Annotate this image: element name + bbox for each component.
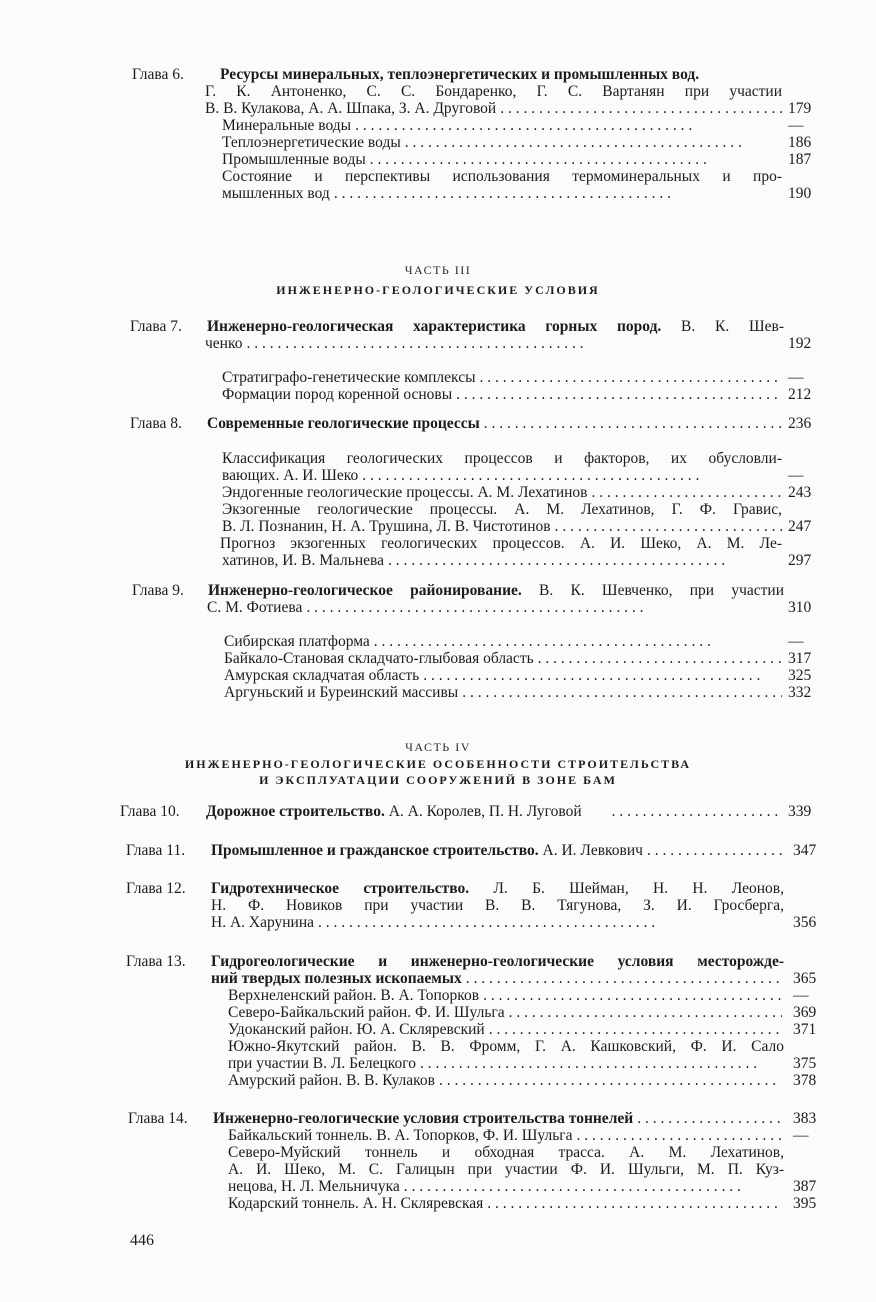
page-number: — xyxy=(788,369,804,386)
toc-chapter-9 xyxy=(0,582,876,616)
chapter-title: Ресурсы минеральных, теплоэнергетических и промышленных вод. xyxy=(220,66,700,83)
section-title: В. Л. Познанин, Н. А. Трушина, Л. В. Чистотинов xyxy=(222,518,551,535)
section-title: Амурский район. В. В. Кулаков xyxy=(228,1072,435,1089)
page-number: — xyxy=(788,633,804,650)
section-title: Стратиграфо-генетические комплексы xyxy=(222,369,476,386)
section-title: Северо-Байкальский район. Ф. И. Шульга xyxy=(228,1004,505,1021)
chapter-label: Глава 6. xyxy=(132,66,184,83)
section-title: Прогноз экзогенных геологических процессов. А. И. Шеко, А. М. Ле- xyxy=(220,535,782,552)
page-number: 371 xyxy=(793,1021,817,1038)
section-title: Сибирская платформа xyxy=(224,633,370,650)
section-title: нецова, Н. Л. Мельничука xyxy=(228,1178,400,1195)
section-title: Удоканский район. Ю. А. Скляревский xyxy=(228,1021,485,1038)
section-title: Формации пород коренной основы xyxy=(222,386,453,403)
page-number: 179 xyxy=(788,100,812,117)
chapter-title: Современные геологические процессы xyxy=(207,415,480,432)
toc-chapter-7 xyxy=(0,318,876,352)
chapter-title: Гидрогеологические и инженерно-геологические условия месторожде- xyxy=(211,953,784,970)
chapter-title: Инженерно-геологическая характеристика горных пород. xyxy=(207,318,662,335)
chapter-authors: Л. Б. Шейман, Н. Н. Леонов, xyxy=(493,880,785,897)
section-title: Аргуньский и Буреинский массивы xyxy=(224,684,459,701)
page-number: 317 xyxy=(788,650,812,667)
page-number: 356 xyxy=(793,914,817,931)
page-number: 383 xyxy=(793,1110,817,1127)
chapter-authors: В. В. Кулакова, А. А. Шпака, З. А. Друговой xyxy=(205,100,497,117)
page-number: 236 xyxy=(788,415,812,432)
page-number: — xyxy=(793,987,809,1004)
page-number: 297 xyxy=(788,552,812,569)
chapter-authors: С. М. Фотиева xyxy=(207,599,303,616)
chapter-title: Инженерно-геологическое районирование. xyxy=(208,582,522,599)
section-title: Верхнеленский район. В. А. Топорков xyxy=(228,987,480,1004)
toc-chapter-14 xyxy=(0,1110,876,1212)
part-title: И ЭКСПЛУАТАЦИИ СООРУЖЕНИЙ В ЗОНЕ БАМ xyxy=(259,773,617,787)
chapter-authors: А. А. Королев, П. Н. Луговой xyxy=(388,803,582,820)
page-number: 339 xyxy=(788,803,812,820)
toc-chapter-13 xyxy=(0,953,876,1089)
section-title: А. И. Шеко, М. С. Галицын при участии Ф. И. Шульги, М. П. Куз- xyxy=(228,1161,784,1178)
page-number: 347 xyxy=(793,842,817,859)
page-number: 187 xyxy=(788,151,812,168)
page-number: 378 xyxy=(793,1072,817,1089)
page-number: 186 xyxy=(788,134,812,151)
section-title: Байкало-Становая складчато-глыбовая область xyxy=(224,650,534,667)
chapter-label: Глава 12. xyxy=(126,880,186,897)
chapter-label: Глава 14. xyxy=(128,1110,188,1127)
page-number: 192 xyxy=(788,335,812,352)
chapter-label: Глава 10. xyxy=(120,803,180,820)
section-title: Амурская складчатая область xyxy=(224,667,420,684)
section-title: Байкальский тоннель. В. А. Топорков, Ф. И. Шульга xyxy=(228,1127,573,1144)
section-title: Классификация геологических процессов и факторов, их обусловли- xyxy=(222,450,782,467)
chapter-title: Дорожное строительство. xyxy=(206,803,385,820)
section-title: Эндогенные геологические процессы. А. М. Лехатинов xyxy=(222,484,588,501)
page-number: 325 xyxy=(788,667,812,684)
chapter-authors: А. И. Левкович xyxy=(542,842,643,859)
chapter-authors: Г. К. Антоненко, С. С. Бондаренко, Г. С. Вартанян при участии xyxy=(205,83,782,100)
chapter-authors: В. К. Шевченко, при участии xyxy=(539,582,785,599)
toc-chapter-8 xyxy=(0,415,876,432)
section-title: Южно-Якутский район. В. В. Фромм, Г. А. Кашковский, Ф. И. Сало xyxy=(228,1038,784,1055)
page-number: 310 xyxy=(788,599,812,616)
page-number: 332 xyxy=(788,684,812,701)
chapter-title: Гидротехническое строительство. xyxy=(211,880,470,897)
section-title: Промышленные воды xyxy=(222,151,366,168)
part-label: ЧАСТЬ IV xyxy=(405,740,471,754)
chapter-label: Глава 7. xyxy=(130,318,182,335)
part-label: ЧАСТЬ III xyxy=(404,263,472,277)
toc-chapter-12 xyxy=(0,880,876,931)
chapter-title: ний твердых полезных ископаемых xyxy=(211,970,462,987)
section-title: Состояние и перспективы использования термоминеральных и про- xyxy=(222,168,782,185)
section-title: Кодарский тоннель. А. Н. Скляревская xyxy=(228,1195,484,1212)
page-number: — xyxy=(788,467,804,484)
chapter-title: Промышленное и гражданское строительство. xyxy=(211,842,539,859)
chapter-label: Глава 11. xyxy=(126,842,186,859)
part-title: ИНЖЕНЕРНО-ГЕОЛОГИЧЕСКИЕ ОСОБЕННОСТИ СТРОИТЕЛЬСТВА xyxy=(184,757,692,771)
chapter-label: Глава 13. xyxy=(126,953,186,970)
toc-chapter-6 xyxy=(0,66,876,202)
page-number: 247 xyxy=(788,518,812,535)
page-number: 365 xyxy=(793,970,817,987)
page-number: 369 xyxy=(793,1004,817,1021)
section-title: хатинов, И. В. Мальнева xyxy=(222,552,385,569)
section-title: при участии В. Л. Белецкого xyxy=(228,1055,417,1072)
chapter-label: Глава 8. xyxy=(130,415,182,432)
page-number: 190 xyxy=(788,185,812,202)
section-title: вающих. А. И. Шеко xyxy=(222,467,359,484)
section-title: Минеральные воды xyxy=(222,117,352,134)
page-number: 243 xyxy=(788,484,812,501)
page-number: — xyxy=(793,1127,809,1144)
chapter-authors: Н. А. Харунина xyxy=(211,914,315,931)
chapter-title: Инженерно-геологические условия строительства тоннелей xyxy=(213,1110,634,1127)
chapter-authors: ченко xyxy=(205,335,243,352)
toc-chapter-11 xyxy=(0,842,876,859)
chapter-authors: Н. Ф. Новиков при участии В. В. Тягунова, З. И. Гросберга, xyxy=(211,897,784,914)
section-title: мышленных вод xyxy=(222,185,330,202)
page-number: 387 xyxy=(793,1178,817,1195)
chapter-label: Глава 9. xyxy=(132,582,184,599)
toc-chapter-10 xyxy=(0,803,876,820)
page-number: 395 xyxy=(793,1195,817,1212)
footer-page-number: 446 xyxy=(130,1232,154,1249)
page-number: 212 xyxy=(788,386,812,403)
section-title: Теплоэнергетические воды xyxy=(222,134,401,151)
part-title: ИНЖЕНЕРНО-ГЕОЛОГИЧЕСКИЕ УСЛОВИЯ xyxy=(276,283,600,297)
page-number: — xyxy=(788,117,804,134)
section-title: Северо-Муйский тоннель и обходная трасса. А. М. Лехатинов, xyxy=(228,1144,784,1161)
page-number: 375 xyxy=(793,1055,817,1072)
section-title: Экзогенные геологические процессы. А. М. Лехатинов, Г. Ф. Гравис, xyxy=(222,501,782,518)
chapter-authors: В. К. Шев- xyxy=(681,318,784,335)
